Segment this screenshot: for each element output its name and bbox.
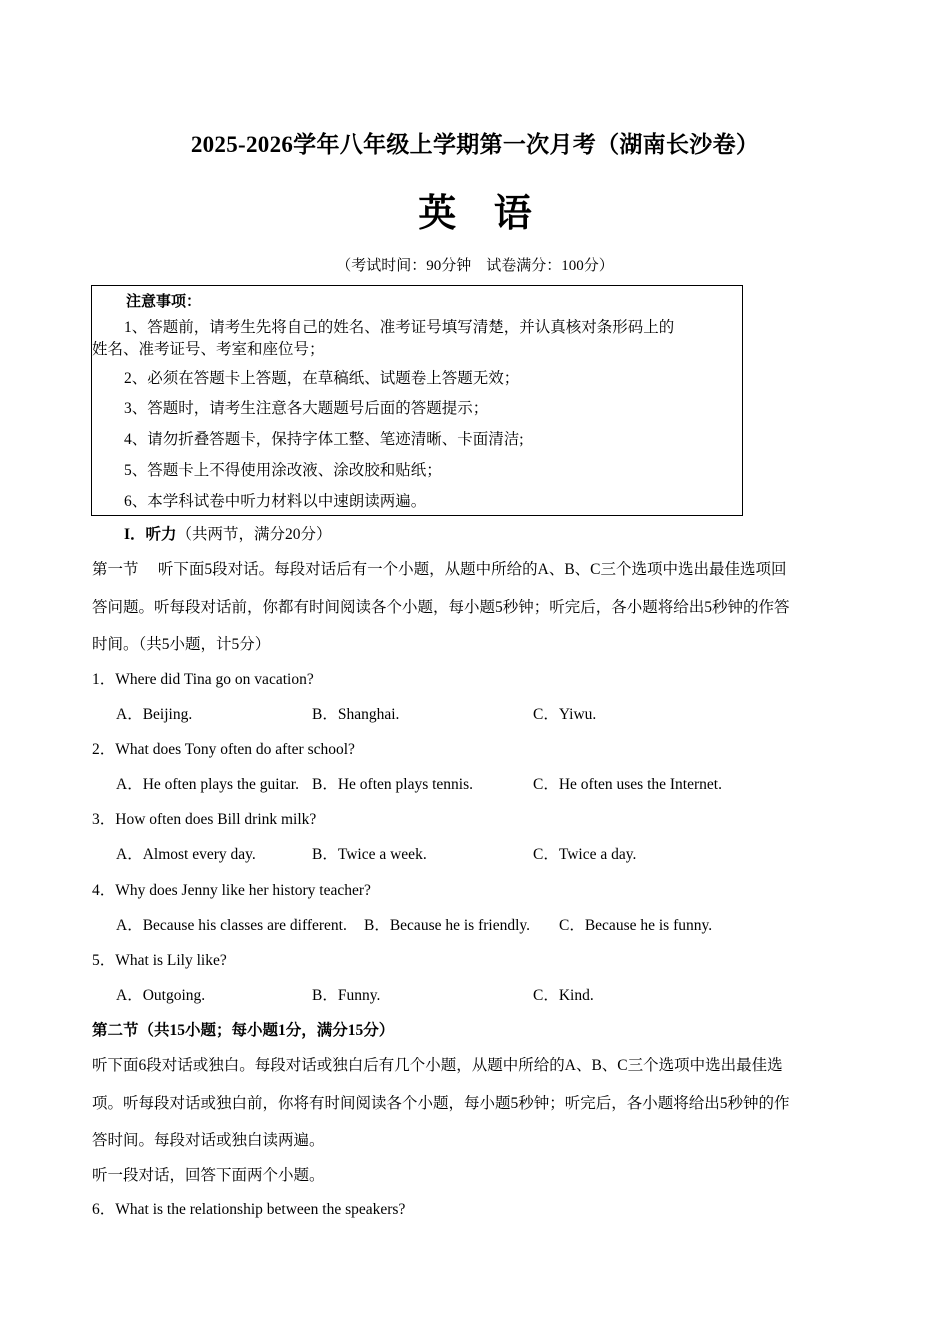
question-4-option-a: A．Because his classes are different. [116, 917, 347, 934]
question-6-stem: 6．What is the relationship between the speakers? [92, 1201, 406, 1218]
part1-heading-bold: I．听力 [124, 526, 177, 543]
subject-title: 英 语 [418, 193, 546, 235]
section2-instructions-line-1: 听下面6段对话或独白。每段对话或独白后有几个小题，从题中所给的A、B、C三个选项中选出最佳选 [92, 1057, 783, 1074]
section1-instructions-line-1: 第一节 听下面5段对话。每段对话后有一个小题，从题中所给的A、B、C三个选项中选出最佳选项回 [92, 561, 787, 578]
question-2-stem: 2．What does Tony often do after school? [92, 741, 355, 758]
notice-item-6: 6、本学科试卷中听力材料以中速朗读两遍。 [124, 493, 427, 510]
question-1-option-b: B．Shanghai. [312, 706, 400, 723]
notice-item-2: 2、必须在答题卡上答题，在草稿纸、试题卷上答题无效； [124, 370, 520, 387]
notice-item-1-line-2: 姓名、准考证号、考室和座位号； [92, 341, 325, 358]
exam-info: （考试时间：90分钟 试卷满分：100分） [336, 258, 614, 274]
question-2-option-a: A．He often plays the guitar. [116, 776, 299, 793]
question-5-stem: 5．What is Lily like? [92, 952, 227, 969]
question-3-option-c: C．Twice a day. [533, 846, 637, 863]
section2-heading: 第二节（共15小题；每小题1分，满分15分） [92, 1022, 395, 1039]
section1-instructions-line-2: 答问题。听每段对话前，你都有时间阅读各个小题，每小题5秒钟；听完后，各小题将给出5秒钟的作答 [92, 599, 790, 616]
section2-instructions-line-2: 项。听每段对话或独白前，你将有时间阅读各个小题，每小题5秒钟；听完后，各小题将给出5秒钟的作 [92, 1095, 790, 1112]
question-4-option-c: C．Because he is funny. [559, 917, 713, 934]
notice-item-4: 4、请勿折叠答题卡，保持字体工整、笔迹清晰、卡面清洁; [124, 431, 524, 448]
exam-title: 2025-2026学年八年级上学期第一次月考（湖南长沙卷） [190, 132, 760, 157]
question-1-option-a: A．Beijing. [116, 706, 193, 723]
notice-item-3: 3、答题时，请考生注意各大题题号后面的答题提示； [124, 400, 489, 417]
question-3-option-b: B．Twice a week. [312, 846, 427, 863]
section1-instructions-line-3: 时间。（共5小题，计5分） [92, 636, 271, 653]
question-5-option-c: C．Kind. [533, 987, 594, 1004]
question-2-option-c: C．He often uses the Internet. [533, 776, 722, 793]
dialog-intro: 听一段对话，回答下面两个小题。 [92, 1167, 325, 1184]
question-5-option-a: A．Outgoing. [116, 987, 206, 1004]
question-3-stem: 3．How often does Bill drink milk? [92, 811, 317, 828]
part1-heading [124, 522, 332, 544]
part1-heading-rest: （共两节，满分20分） [176, 526, 332, 543]
notice-item-5: 5、答题卡上不得使用涂改液、涂改胶和贴纸； [124, 462, 442, 479]
question-3-option-a: A．Almost every day. [116, 846, 256, 863]
question-4-option-b: B．Because he is friendly. [364, 917, 531, 934]
section2-instructions-line-3: 答时间。每段对话或独白读两遍。 [92, 1132, 325, 1149]
notice-title: 注意事项： [126, 294, 202, 310]
question-5-option-b: B．Funny. [312, 987, 381, 1004]
question-1-option-c: C．Yiwu. [533, 706, 597, 723]
question-4-stem: 4．Why does Jenny like her history teacher? [92, 882, 371, 899]
question-2-option-b: B．He often plays tennis. [312, 776, 474, 793]
question-1-stem: 1．Where did Tina go on vacation? [92, 671, 314, 688]
notice-item-1-line-1: 1、答题前，请考生先将自己的姓名、准考证号填写清楚，并认真核对条形码上的 [124, 319, 675, 336]
